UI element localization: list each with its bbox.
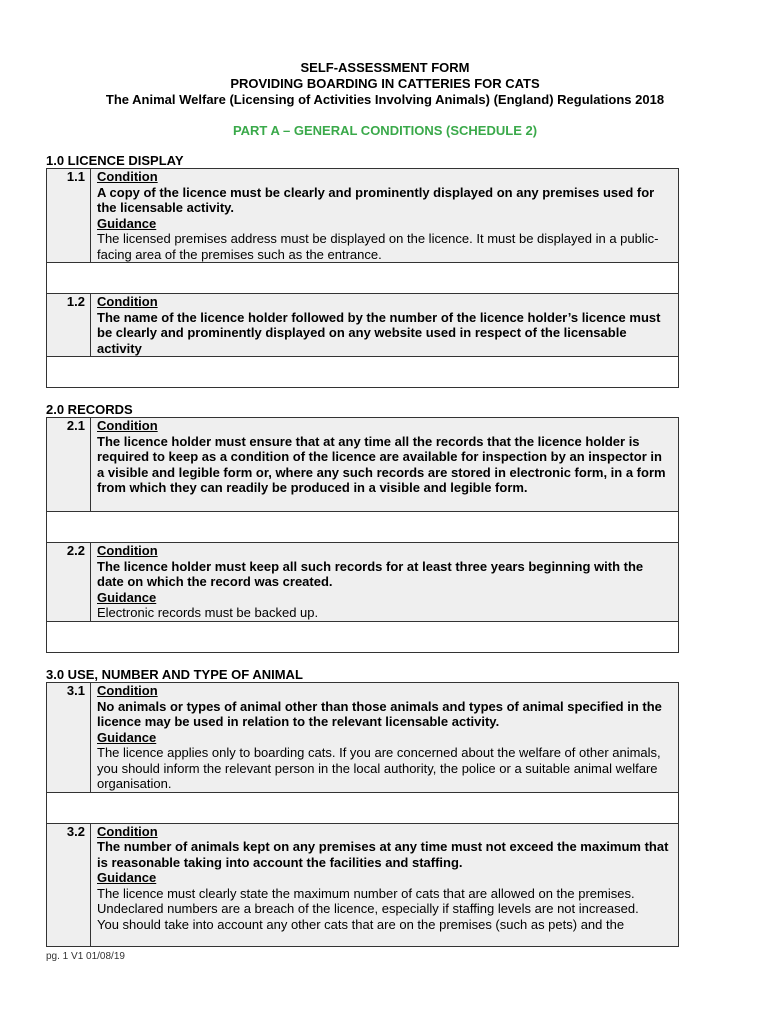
condition-row (47, 169, 679, 263)
condition-row (47, 683, 679, 793)
response-field[interactable] (47, 512, 679, 543)
condition-text: The name of the licence holder followed by the number of the licence holder’s licence must be clearly and prominently displayed on any website used in respect of the licensable activity (97, 309, 661, 356)
condition-table (46, 417, 679, 653)
part-title: PART A – GENERAL CONDITIONS (SCHEDULE 2) (232, 123, 538, 138)
guidance-text: The licence applies only to boarding cats. If you are concerned about the welfare of other animals, you should inform the relevant person in the local authority, the police or a suitable animal welfare organisation. (97, 745, 661, 791)
condition-cell (91, 294, 679, 357)
condition-row (47, 823, 679, 946)
guidance-text: You should take into account any other cats that are on the premises (such as pets) and the (97, 916, 625, 932)
condition-label: Condition (97, 823, 158, 839)
condition-number: 2.1 (47, 418, 91, 512)
condition-label: Condition (97, 169, 158, 184)
page-footer: pg. 1 V1 01/08/19 (46, 951, 125, 962)
condition-number: 2.2 (47, 543, 91, 622)
condition-label: Condition (97, 418, 158, 433)
response-row (47, 512, 679, 543)
section-heading: 2.0 RECORDS (46, 402, 133, 417)
guidance-text: The licensed premises address must be displayed on the licence. It must be displayed in a public-facing area of the premises such as the entrance. (97, 231, 659, 262)
response-row (47, 621, 679, 652)
condition-table (46, 682, 679, 947)
condition-text: The number of animals kept on any premises at any time must not exceed the maximum that is reasonable taking into account the facilities and staffing. (97, 839, 669, 870)
condition-number: 3.2 (47, 823, 91, 946)
guidance-label: Guidance (97, 589, 157, 605)
condition-table (46, 168, 679, 388)
condition-number: 1.1 (47, 169, 91, 263)
response-row (47, 263, 679, 294)
guidance-label: Guidance (97, 870, 157, 885)
section-heading: 1.0 LICENCE DISPLAY (46, 153, 184, 168)
response-field[interactable] (47, 621, 679, 652)
form-title: SELF-ASSESSMENT FORM (300, 60, 470, 75)
condition-row (47, 418, 679, 512)
guidance-label: Guidance (97, 729, 157, 745)
guidance-text: The licence must clearly state the maximum number of cats that are allowed on the premises. Undeclared numbers are a breach of the licence, especially if staffing levels are not increased. (97, 885, 639, 916)
response-row (47, 357, 679, 388)
condition-number: 1.2 (47, 294, 91, 357)
condition-label: Condition (97, 683, 158, 698)
form-subtitle: PROVIDING BOARDING IN CATTERIES FOR CATS (230, 76, 540, 91)
response-field[interactable] (47, 263, 679, 294)
condition-text: The licence holder must ensure that at any time all the records that the licence holder is required to keep as a condition of the licence are available for inspection by an inspector in a visible and legible form or, where any such records are stored in electronic form, in a form from which they can readily be produced in a visible and legible form. (97, 433, 666, 495)
condition-cell (91, 169, 679, 263)
condition-cell (91, 418, 679, 512)
guidance-label: Guidance (97, 215, 157, 231)
condition-text: A copy of the licence must be clearly and prominently displayed on any premises used for the licensable activity. (97, 184, 655, 215)
condition-row (47, 543, 679, 622)
condition-number: 3.1 (47, 683, 91, 793)
section-heading: 3.0 USE, NUMBER AND TYPE OF ANIMAL (46, 667, 303, 682)
response-field[interactable] (47, 357, 679, 388)
regulations-title: The Animal Welfare (Licensing of Activities Involving Animals) (England) Regulations 2018 (105, 92, 665, 107)
response-field[interactable] (47, 792, 679, 823)
condition-cell (91, 683, 679, 793)
condition-text: No animals or types of animal other than those animals and types of animal specified in the licence may be used in relation to the relevant licensable activity. (97, 698, 662, 729)
guidance-text: Electronic records must be backed up. (97, 605, 319, 620)
condition-cell (91, 543, 679, 622)
condition-label: Condition (97, 543, 158, 558)
condition-text: The licence holder must keep all such records for at least three years beginning with the date on which the record was created. (97, 558, 644, 589)
condition-row (47, 294, 679, 357)
document-header (0, 60, 770, 108)
response-row (47, 792, 679, 823)
condition-cell (91, 823, 679, 946)
condition-label: Condition (97, 294, 158, 309)
